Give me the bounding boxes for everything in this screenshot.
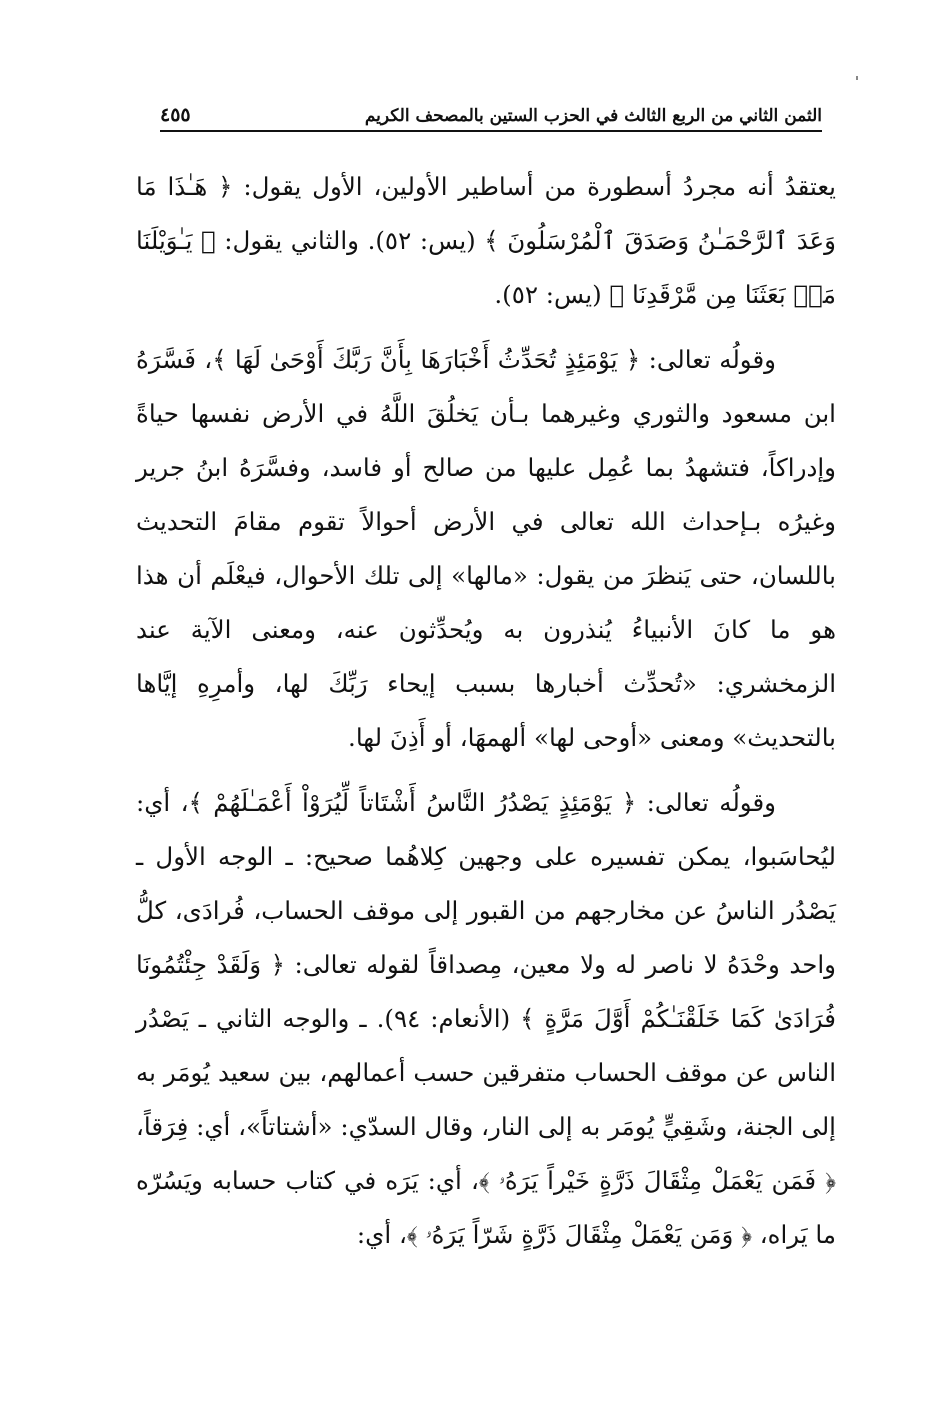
scan-speck bbox=[856, 76, 858, 80]
body-text bbox=[136, 160, 836, 1273]
paragraph: يعتقدُ أنه مجردُ أسطورة من أساطير الأولين، الأول يقول: ﴿ هَـٰذَا مَا وَعَدَ ٱلرَّحْمَـٰنُ وَصَدَقَ ٱلْمُرْسَلُونَ ﴾ (يس: ٥٢). والثاني يقول: ﴿ يَـٰوَيْلَنَا مَنۢ بَعَثَنَا مِن مَّرْقَدِنَا ﴾ (يس: ٥٢). bbox=[136, 172, 837, 309]
paragraph: وقولُه تعالى: ﴿ يَوْمَئِذٍ تُحَدِّثُ أَخْبَارَهَا بِأَنَّ رَبَّكَ أَوْحَىٰ لَهَا ﴾، فَسَّرَهُ ابن مسعود والثوري وغيرهما بـأن يَخلُقَ اللَّهُ في الأرض نفسها حياةً وإدراكاً، فتشهدُ بما عُمِل عليها من صالح أو فاسد، وفسَّرَهُ ابنُ جرير وغيرُه بـإحداث الله تعالى في الأرض أحوالاً تقوم مقامَ التحديث باللسان، حتى يَنظرَ من يقول: «مالها» إلى تلك الأحوال، فيعْلَم أن هذا هو ما كانَ الأنبياءُ يُنذرون به ويُحدِّثون عنه، ومعنى الآية عند الزمخشري: «تُحدِّث أخبارها بسبب إيحاء رَبِّكَ لها، وأمرِهِ إيَّاها بالتحديث» ومعنى «أوحى لها» ألهمهَا، أو أَذِنَ لها. bbox=[136, 345, 836, 752]
running-header bbox=[160, 96, 822, 132]
paragraph: وقولُه تعالى: ﴿ يَوْمَئِذٍ يَصْدُرُ النَّاسُ أَشْتَاتاً لِّيُرَوْاْ أَعْمَـٰلَهُمْ ﴾، أي: ليُحاسَبوا، يمكن تفسيره على وجهين كِلاهُما صحيح: ـ الوجه الأول ـ يَصْدُر الناسُ عن مخارجهم من القبور إلى موقف الحساب، فُرادَى، كلُّ واحد وحْدَهُ لا ناصر له ولا معين، مِصداقاً لقوله تعالى: ﴿ وَلَقَدْ جِئْتُمُونَا فُرَادَىٰ كَمَا خَلَقْنَـٰكُمْ أَوَّلَ مَرَّةٍ ﴾ (الأنعام: ٩٤). ـ والوجه الثاني ـ يَصْدُر الناس عن موقف الحساب متفرقين حسب أعمالهم، بين سعيد يُومَر به إلى الجنة، وشَقِيٍّ يُومَر به إلى النار، وقال السدّي: «أشتاتاً»، أي: فِرَقاً، ﴿ فَمَن يَعْمَلْ مِثْقَالَ ذَرَّةٍ خَيْراً يَرَهُۥ ﴾، أي: يَرَه في كتاب حسابه ويَسُرّه ما يَراه، ﴿ وَمَن يَعْمَلْ مِثْقَالَ ذَرَّةٍ شَرّاً يَرَهُۥ ﴾، أي: bbox=[136, 788, 836, 1249]
header-title: الثمن الثاني من الربع الثالث في الحزب الستين بالمصحف الكريم bbox=[364, 106, 822, 126]
page-number: ٤٥٥ bbox=[160, 104, 191, 126]
